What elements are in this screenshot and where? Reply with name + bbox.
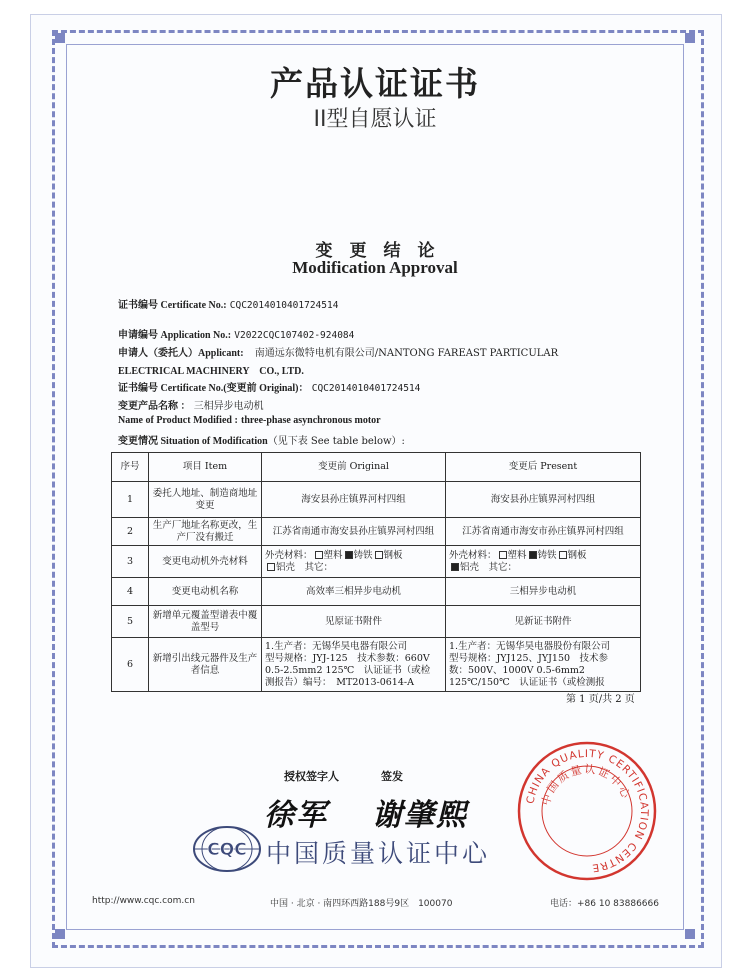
checkbox-filled-icon — [345, 551, 353, 559]
row-original: 海安县孙庄镇界河村四组 — [262, 482, 446, 518]
situation-label: 变更情况 Situation of Modification — [118, 436, 268, 447]
prev-cert-value: CQC2014010401724514 — [311, 383, 421, 394]
footer-phone: 电话：+86 10 83886666 — [550, 899, 659, 909]
certificate-subtitle: II型自愿认证 — [313, 107, 437, 132]
header-original: 变更前 Original — [262, 453, 446, 482]
svg-text:中国质量认证中心: 中国质量认证中心 — [539, 762, 634, 808]
app-no-label: 申请编号 Application No.: — [118, 330, 232, 341]
row-item: 新增引出线元器件及生产者信息 — [149, 638, 262, 692]
product-line — [118, 397, 264, 412]
component-line: 1.生产者：无锡华昊电器有限公司 — [265, 640, 408, 652]
row-no: 3 — [112, 546, 149, 578]
applicant-line — [118, 344, 558, 359]
row-original-materials — [262, 546, 446, 578]
row-no: 5 — [112, 606, 149, 638]
row-present: 海安县孙庄镇界河村四组 — [446, 482, 641, 518]
row-present: 见新证书附件 — [446, 606, 641, 638]
row-original: 见原证书附件 — [262, 606, 446, 638]
previous-certificate-line — [118, 379, 420, 394]
corner-ornament — [685, 929, 695, 939]
product-name-en: three-phase asynchronous motor — [240, 415, 381, 426]
component-line: 0.5-2.5mm2 125℃ 认证证书（或检 — [265, 664, 431, 676]
checkbox-filled-icon — [529, 551, 537, 559]
approval-heading-cn: 变 更 结 论 — [315, 241, 435, 261]
checkbox-empty-icon — [315, 551, 323, 559]
table-row — [112, 578, 641, 606]
material-aluminum: 铝壳 — [460, 561, 480, 573]
table-row — [112, 482, 641, 518]
header-no: 序号 — [112, 453, 149, 482]
row-present: 江苏省南通市海安市孙庄镇界河村四组 — [446, 518, 641, 546]
corner-ornament — [55, 929, 65, 939]
material-plastic: 塑料 — [507, 549, 527, 561]
row-no: 2 — [112, 518, 149, 546]
applicant-name: 南通远东微特电机有限公司/NANTONG FAREAST PARTICULAR — [254, 348, 559, 359]
app-no-value: V2022CQC107402-924084 — [234, 330, 355, 341]
footer-website: http://www.cqc.com.cn — [92, 896, 195, 906]
modification-table — [111, 452, 641, 692]
material-other: 其它： — [488, 561, 518, 573]
component-line: 型号规格：JYJ-125 技术参数：660V — [265, 652, 430, 664]
row-present-materials — [446, 546, 641, 578]
signature-2: 谢肇熙 — [372, 798, 468, 833]
prev-cert-label: 证书编号 Certificate No.(变更前 Original)： — [118, 383, 309, 394]
material-plastic: 塑料 — [323, 549, 343, 561]
issuer-label: 签发 — [381, 770, 403, 783]
material-steel: 钢板 — [567, 549, 587, 561]
component-line: 125℃/150℃ 认证证书（或检测报 — [449, 676, 605, 688]
situation-note: （见下表 See table below）: — [267, 436, 405, 447]
cqc-logo-text: CQC — [207, 840, 247, 860]
material-label: 外壳材料： — [449, 549, 497, 561]
component-line: 数：500V、1000V 0.5-6mm2 — [449, 664, 585, 676]
row-original: 高效率三相异步电动机 — [262, 578, 446, 606]
organization-name: 中国质量认证中心 — [266, 839, 491, 868]
row-no: 4 — [112, 578, 149, 606]
signature-1: 徐军 — [264, 798, 328, 833]
row-original: 江苏省南通市海安县孙庄镇界河村四组 — [262, 518, 446, 546]
component-line: 型号规格：JYJ125、JYJ150 技术参 — [449, 652, 609, 664]
table-row — [112, 518, 641, 546]
cqc-logo-icon — [192, 824, 262, 874]
approval-heading-en: Modification Approval — [292, 258, 458, 277]
component-line: 1.生产者：无锡华昊电器股份有限公司 — [449, 640, 611, 652]
table-row — [112, 606, 641, 638]
row-item: 生产厂地址名称更改，生产厂没有搬迁 — [149, 518, 262, 546]
official-seal-icon — [516, 740, 658, 882]
component-line: 测报告）编号： MT2013-0614-A — [265, 676, 414, 688]
product-en-line — [118, 415, 381, 426]
situation-line — [118, 432, 405, 447]
product-label: 变更产品名称 ： — [118, 401, 191, 412]
table-row — [112, 638, 641, 692]
application-number-line — [118, 326, 354, 341]
checkbox-empty-icon — [375, 551, 383, 559]
checkbox-empty-icon — [559, 551, 567, 559]
table-row — [112, 546, 641, 578]
header-item: 项目 Item — [149, 453, 262, 482]
row-no: 6 — [112, 638, 149, 692]
material-label: 外壳材料： — [265, 549, 313, 561]
cert-no-value: CQC2014010401724514 — [229, 300, 339, 311]
header-present: 变更后 Present — [446, 453, 641, 482]
row-item: 变更电动机外壳材料 — [149, 546, 262, 578]
table-header-row — [112, 453, 641, 482]
checkbox-empty-icon — [499, 551, 507, 559]
material-aluminum: 铝壳 — [276, 561, 296, 573]
row-present: 三相异步电动机 — [446, 578, 641, 606]
checkbox-filled-icon — [451, 563, 459, 571]
signatory-label: 授权签字人 — [284, 770, 339, 783]
material-cast-iron: 铸铁 — [537, 549, 557, 561]
product-name-cn: 三相异步电动机 — [193, 401, 264, 412]
row-present-components — [446, 638, 641, 692]
footer-address: 中国 · 北京 · 南四环西路188号9区 100070 — [270, 899, 453, 909]
row-original-components — [262, 638, 446, 692]
row-item: 委托人地址、制造商地址变更 — [149, 482, 262, 518]
svg-text:CHINA QUALITY CERTIFICATION CE: CHINA QUALITY CERTIFICATION CENTRE — [524, 747, 651, 874]
row-item: 变更电动机名称 — [149, 578, 262, 606]
applicant-label: 申请人（委托人）Applicant: — [118, 348, 244, 359]
row-item: 新增单元覆盖型谱表中覆盖型号 — [149, 606, 262, 638]
cert-no-label: 证书编号 Certificate No.: — [118, 300, 227, 311]
certificate-number-line — [118, 296, 338, 311]
applicant-line-2 — [118, 362, 304, 377]
page-number: 第 1 页/共 2 页 — [566, 694, 635, 705]
row-no: 1 — [112, 482, 149, 518]
material-steel: 钢板 — [383, 549, 403, 561]
certificate-title: 产品认证证书 — [270, 64, 480, 103]
corner-ornament — [55, 33, 65, 43]
corner-ornament — [685, 33, 695, 43]
material-cast-iron: 铸铁 — [353, 549, 373, 561]
material-other: 其它： — [304, 561, 334, 573]
checkbox-empty-icon — [267, 563, 275, 571]
applicant-name-cont: ELECTRICAL MACHINERY CO., LTD. — [118, 366, 304, 377]
product-en-label: Name of Product Modified : — [118, 415, 238, 426]
